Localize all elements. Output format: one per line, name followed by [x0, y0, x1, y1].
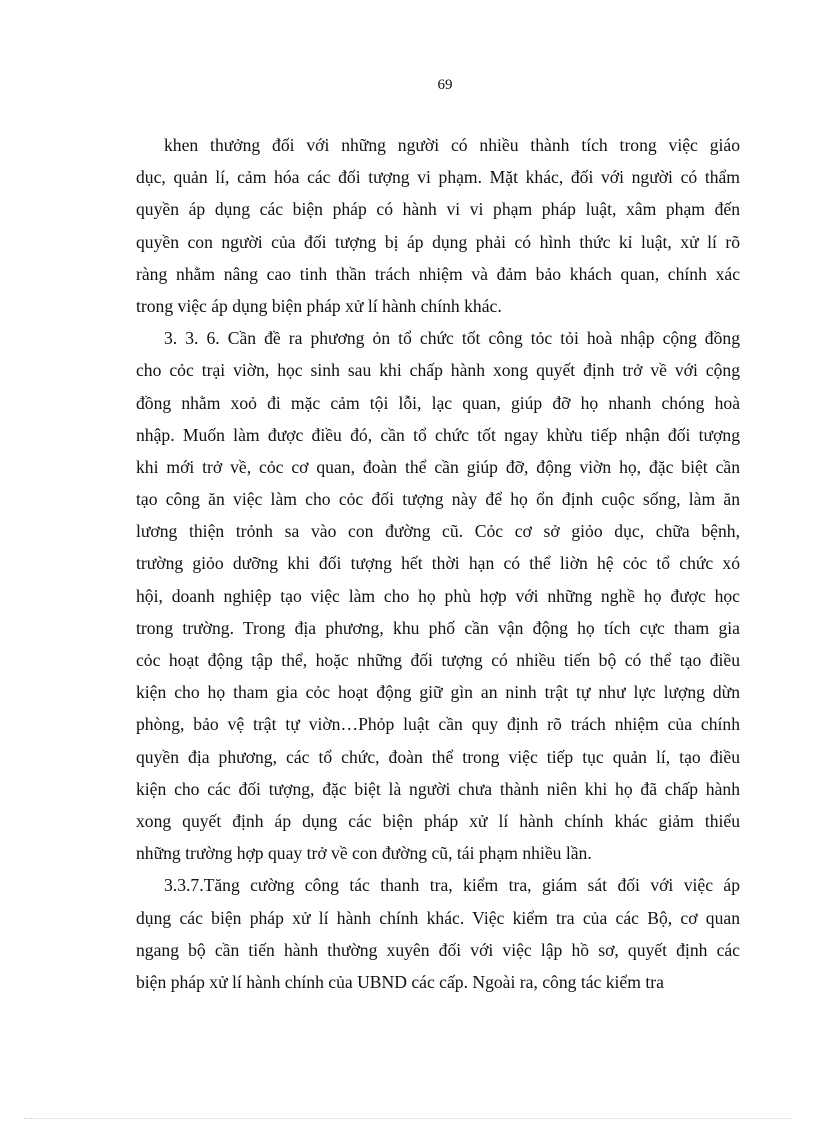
text-line: trong việc áp dụng biện pháp xử lí hành chính khác.: [136, 295, 502, 316]
text-line: biện pháp xử lí hành chính của UBND các cấp. Ngoài ra, công tác kiểm tra: [136, 971, 664, 992]
text-line: 3.3.7.Tăng cường công tác thanh tra, kiểm tra, giám sát đối với việc áp: [164, 875, 740, 896]
text-line: đồng nhằm xoỏ đi mặc cảm tội lỗi, lạc quan, giúp đỡ họ nhanh chóng hoà: [136, 392, 740, 413]
text-line: kiện cho họ tham gia cỏc hoạt động giữ gìn an ninh trật tự như lực lượng dừn: [136, 682, 740, 703]
text-line: quyền áp dụng các biện pháp có hành vi vi phạm pháp luật, xâm phạm đến: [136, 199, 740, 220]
text-line: dục, quản lí, cảm hóa các đối tượng vi phạm. Mặt khác, đối với người có thẩm: [136, 167, 740, 188]
text-line: kiện cho các đối tượng, đặc biệt là người chưa thành niên khi họ đã chấp hành: [136, 778, 740, 799]
text-line: cỏc hoạt động tập thể, hoặc những đối tượng có nhiều tiến bộ có thể tạo điều: [136, 650, 740, 670]
text-line: 3. 3. 6. Cần đề ra phương ỏn tổ chức tốt công tỏc tỏi hoà nhập cộng đồng: [164, 328, 740, 349]
text-line: những trường hợp quay trở về con đường cũ, tái phạm nhiều lần.: [136, 843, 592, 864]
text-line: quyền địa phương, các tổ chức, đoàn thể trong việc tiếp tục quản lí, tạo điều: [136, 746, 740, 767]
text-line: lương thiện trỏnh sa vào con đường cũ. Cỏc cơ sở giỏo dục, chữa bệnh,: [136, 521, 740, 542]
body-text: [136, 129, 740, 998]
text-line: dụng các biện pháp xử lí hành chính khác. Việc kiểm tra của các Bộ, cơ quan: [136, 907, 740, 928]
text-line: trường giỏo dưỡng khi đối tượng hết thời hạn có thể liờn hệ cỏc tổ chức xó: [136, 553, 740, 574]
text-line: trong trường. Trong địa phương, khu phố cần vận động họ tích cực tham gia: [136, 617, 740, 638]
text-line: ngang bộ cần tiến hành thường xuyên đối với việc lập hồ sơ, quyết định các: [136, 939, 740, 960]
text-line: cho cỏc trại viờn, học sinh sau khi chấp hành xong quyết định trở về với cộng: [136, 360, 740, 381]
text-line: phòng, bảo vệ trật tự viờn…Phỏp luật cần quy định rõ trách nhiệm của chính: [136, 714, 740, 735]
text-line: khi mới trở về, cỏc cơ quan, đoàn thể cần giúp đỡ, động viờn họ, đặc biệt cần: [136, 456, 740, 477]
text-line: xong quyết định áp dụng các biện pháp xử lí hành chính khác giảm thiểu: [136, 810, 740, 831]
page-number: 69: [437, 77, 453, 93]
page-bottom-divider: [24, 1118, 792, 1119]
text-line: ràng nhằm nâng cao tinh thần trách nhiệm và đảm bảo khách quan, chính xác: [136, 263, 740, 284]
text-line: quyền con người của đối tượng bị áp dụng phải có hình thức kỉ luật, xử lí rõ: [136, 231, 740, 252]
text-line: tạo công ăn việc làm cho cỏc đối tượng này để họ ổn định cuộc sống, làm ăn: [136, 489, 740, 510]
text-line: nhập. Muốn làm được điều đó, cần tổ chức tốt ngay khừu tiếp nhận đối tượng: [136, 424, 740, 445]
text-line: khen thưởng đối với những người có nhiều thành tích trong việc giáo: [164, 135, 740, 155]
text-line: hội, doanh nghiệp tạo việc làm cho họ phù hợp với những nghề họ được học: [136, 585, 740, 606]
